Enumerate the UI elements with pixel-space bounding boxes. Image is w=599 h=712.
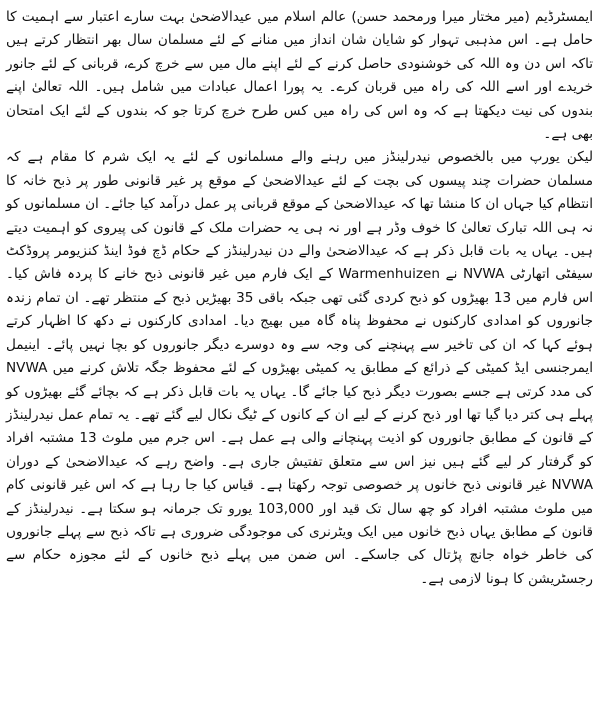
article-paragraph-intro: ایمسٹرڈیم (میر مختار میرا ورمحمد حسن) عالم اسلام میں عیدالاضحیٰ بہت سارے اعتبار سے اہمیت کا حامل ہے۔ اس مذہبی تہوار کو شایان شان انداز میں منانے کے لئے مسلمان سال بھر انتظار کرتے ہیں تاکہ اس دن وہ اللہ کی خوشنودی حاصل کرنے کے لئے اپنے مال میں سے خرچ کرے، قربانی کے لئے جانور خریدے اور اسے اللہ کی راہ میں قربان کرے۔ یہ پورا اعمال عبادات میں شامل ہیں۔ اللہ تعالیٰ اپنے بندوں کی نیت دیکھتا ہے کہ وہ اس کی راہ میں کس طرح خرچ کرتا جو کہ بندوں کے لئے ایک امتحان بھی ہے۔ [6, 9, 593, 143]
article-paragraph-body: لیکن یورپ میں بالخصوص نیدرلینڈز میں رہنے والے مسلمانوں کے لئے یہ ایک شرم کا مقام ہے کہ مسلمان حضرات چند پیسوں کی بچت کے لئے عیدالاضحیٰ کے موقع پر غیر قانونی طور پر ذبح خانہ کا انتظام کیا جہاں ان کا منشا تھا کہ عیدالاضحیٰ کے موقع قربانی پر عمل درآمد کیا جائے۔ ان مسلمانوں کو نہ ہی اللہ تبارک تعالیٰ کا خوف وڈر ہے اور نہ ہی یہ حضرات ملک کے قانون کی پیروی کو اہمیت دیتے ہیں۔ یہاں یہ بات قابل ذکر ہے کہ عیدالاضحیٰ والے دن نیدرلینڈز کے حکام ڈچ فوڈ اینڈ کنزیومر پروڈکٹ سیفٹی اتھارٹی NVWA نے Warmenhuizen کے ایک فارم میں غیر قانونی ذبح خانے کا پردہ فاش کیا۔ اس فارم میں 13 بھیڑوں کو ذبح کردی گئی تھی جبکہ باقی 35 بھیڑیں ذبح کے منتظر تھے۔ ان تمام زندہ جانوروں کو امدادی کارکنوں نے محفوظ پناہ گاہ میں بھیج دیا۔ امدادی کارکنوں نے دکھ کا اظہار کرتے ہوئے کہا کہ ان کی تاخیر سے پہنچنے کی وجہ سے وہ دوسرے دیگر جانوروں کو بچا نہیں پائے۔ اینیمل ایمرجنسی ایڈ کمیٹی کے ذرائع کے مطابق یہ کمیٹی بھیڑوں کے لئے محفوظ جگہ تلاش کرنے میں NVWA کی مدد کرتی ہے جسے بصورت دیگر ذبح کیا جائے گا۔ یہاں یہ بات قابل ذکر ہے کہ بچائے گئے بھیڑوں کو پہلے ہی کتر دیا گیا تھا اور ذبح کرنے کے لیے ان کے کانوں کے ٹیگ نکال لیے گئے تھے۔ یہ تمام عمل نیدرلینڈز کے قانون کے مطابق جانوروں کو اذیت پہنچانے والی ہے عمل ہے۔ اس جرم میں ملوث 13 مشتبہ افراد کو گرفتار کر لیے گئے ہیں نیز اس سے متعلق تفتیش جاری ہے۔ واضح رہے کہ عیدالاضحیٰ کے دوران NVWA غیر قانونی ذبح خانوں پر خصوصی توجہ رکھتا ہے۔ قیاس کیا جا رہا ہے کہ اس غیر قانونی کام میں ملوث مشتبہ افراد کو چھ سال تک قید اور 103,000 یورو تک جرمانہ ہو سکتا ہے۔ نیدرلینڈز کے قانون کے مطابق یہاں ذبح خانوں میں ایک ویٹرنری کی موجودگی ضروری ہے تاکہ ذبح سے پہلے جانوروں کی خاطر خواہ جانچ پڑتال کی جاسکے۔ اس ضمن میں پہلے ذبح خانوں کے لئے مجوزہ حکام سے رجسٹریشن کا ہونا لازمی ہے۔ [6, 149, 594, 587]
urdu-news-article [6, 6, 593, 591]
